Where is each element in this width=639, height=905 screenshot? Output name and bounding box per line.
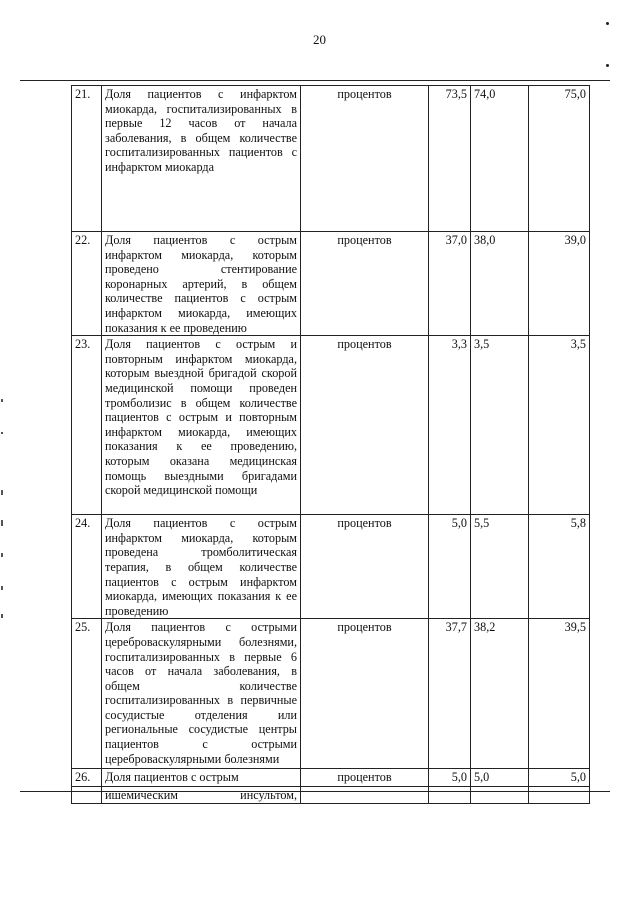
indicator-description-continuation: ишемическим инсультом, — [102, 787, 301, 804]
indicator-description: Доля пациентов с острым и повторным инфарктом миокарда, которым выездной бригадой скорой медицинской помощи проведен тромболизис в общем количестве пациентов с острым и повторным инфарктом миокарда, имеющих показания к ее проведению, которым оказана медицинская помощь выездными бригадами скорой медицинской помощи — [102, 336, 301, 515]
value-year-1: 5,0 — [429, 769, 471, 787]
value-year-2: 3,5 — [471, 336, 529, 515]
indicators-table — [71, 85, 590, 804]
row-number: 21. — [72, 86, 102, 232]
table-top-rule — [20, 80, 610, 81]
table-row — [72, 86, 590, 232]
value-year-3: 3,5 — [529, 336, 590, 515]
value-year-1: 37,0 — [429, 232, 471, 336]
value-year-3: 5,8 — [529, 515, 590, 619]
table-bottom-rule — [20, 791, 610, 792]
table-row — [72, 232, 590, 336]
scan-margin-mark — [1, 553, 3, 557]
value-year-3: 39,0 — [529, 232, 590, 336]
value-empty — [471, 787, 529, 804]
scan-margin-mark — [1, 586, 3, 590]
scan-margin-mark — [1, 614, 3, 618]
scan-speck — [606, 64, 609, 67]
unit-cell: процентов — [301, 515, 429, 619]
row-number: 24. — [72, 515, 102, 619]
unit-cell: процентов — [301, 619, 429, 769]
scan-margin-mark — [1, 399, 3, 402]
page-number: 20 — [313, 32, 326, 47]
value-year-1: 37,7 — [429, 619, 471, 769]
scan-margin-mark — [1, 432, 3, 434]
value-year-2: 5,5 — [471, 515, 529, 619]
indicator-description: Доля пациентов с инфарктом миокарда, госпитализированных в первые 12 часов от начала заболевания, в общем количестве госпитализированных пациентов с инфарктом миокарда — [102, 86, 301, 232]
value-year-2: 74,0 — [471, 86, 529, 232]
table-row — [72, 336, 590, 515]
row-number-empty — [72, 787, 102, 804]
scan-margin-mark — [1, 490, 3, 495]
value-year-2: 38,2 — [471, 619, 529, 769]
row-number: 25. — [72, 619, 102, 769]
value-empty — [429, 787, 471, 804]
value-year-1: 73,5 — [429, 86, 471, 232]
scan-speck — [606, 22, 609, 25]
table-row — [72, 787, 590, 804]
indicator-description: Доля пациентов с острыми цереброваскулярными болезнями, госпитализированных в первые 6 часов от начала заболевания, в общем количестве госпитализированных в первичные сосудистые отделения или региональные сосудистые центры пациентов с острыми цереброваскулярными болезнями — [102, 619, 301, 769]
value-year-3: 39,5 — [529, 619, 590, 769]
unit-cell: процентов — [301, 86, 429, 232]
table-row — [72, 515, 590, 619]
unit-cell: процентов — [301, 769, 429, 787]
value-year-2: 38,0 — [471, 232, 529, 336]
value-year-3: 75,0 — [529, 86, 590, 232]
row-number: 23. — [72, 336, 102, 515]
unit-cell: процентов — [301, 232, 429, 336]
value-year-1: 5,0 — [429, 515, 471, 619]
value-year-1: 3,3 — [429, 336, 471, 515]
indicator-description: Доля пациентов с острым инфарктом миокарда, которым проведено стентирование коронарных артерий, в общем количестве пациентов с острым инфарктом миокарда, имеющих показания к ее проведению — [102, 232, 301, 336]
unit-cell: процентов — [301, 336, 429, 515]
table-row — [72, 619, 590, 769]
table-row — [72, 769, 590, 787]
row-number: 22. — [72, 232, 102, 336]
row-number: 26. — [72, 769, 102, 787]
value-empty — [529, 787, 590, 804]
indicator-description: Доля пациентов с острым — [102, 769, 301, 787]
unit-cell-empty — [301, 787, 429, 804]
value-year-2: 5,0 — [471, 769, 529, 787]
scan-margin-mark — [1, 520, 3, 526]
indicator-description: Доля пациентов с острым инфарктом миокарда, которым проведена тромболитическая терапия, в общем количестве пациентов с острым инфарктом миокарда, имеющих показания к ее проведению — [102, 515, 301, 619]
value-year-3: 5,0 — [529, 769, 590, 787]
